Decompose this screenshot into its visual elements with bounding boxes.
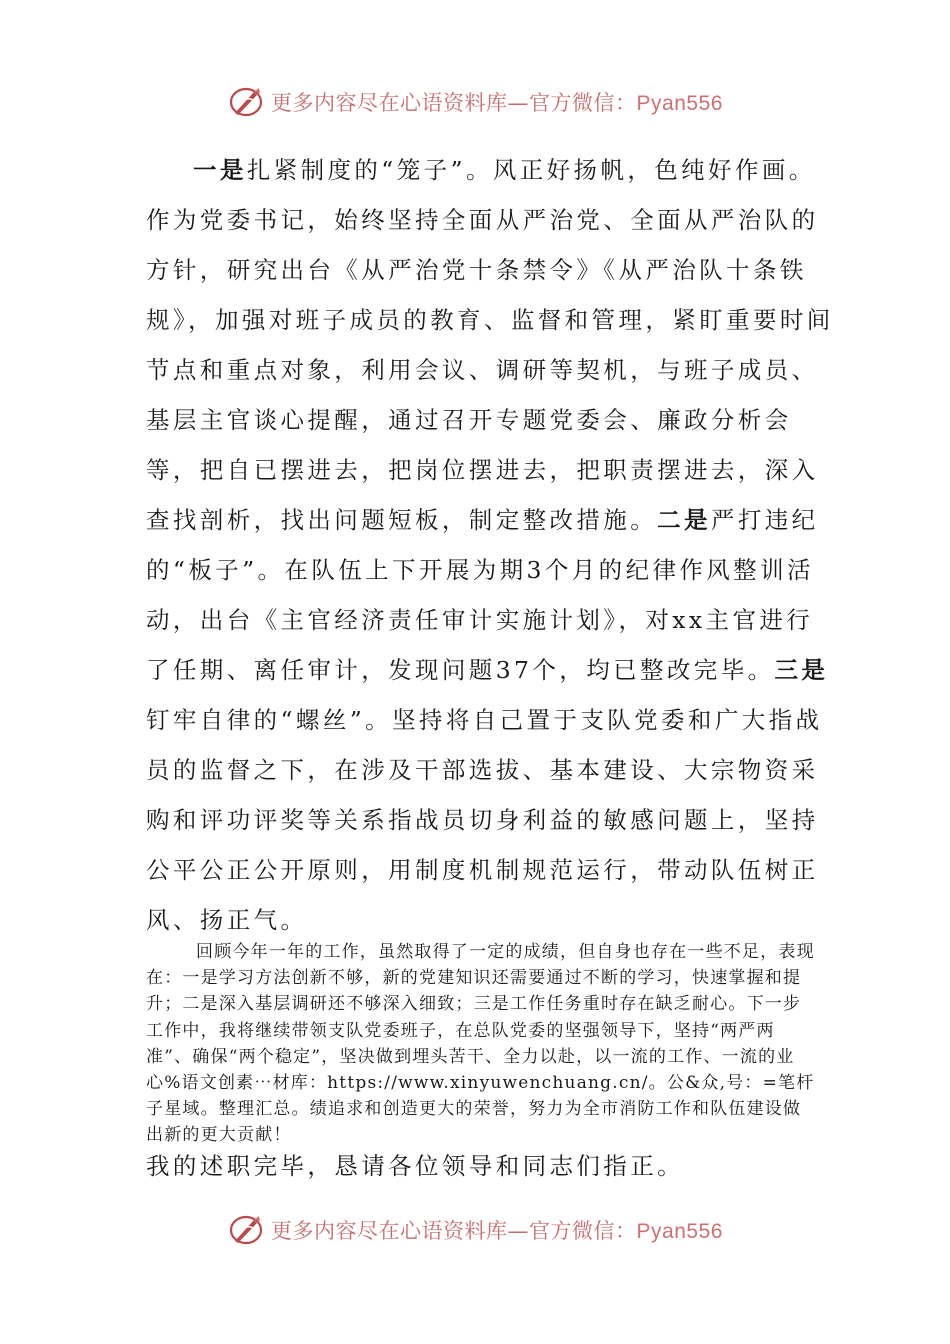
footer-watermark-banner [0,1210,950,1250]
pen-leaf-logo-icon [227,85,265,119]
point-one-label: 一是 [193,156,247,184]
header-watermark-banner [0,82,950,122]
point-two-label: 二是 [657,506,711,534]
review-paragraph: 回顾今年一年的工作，虽然取得了一定的成绩，但自身也存在一些不足，表现在：一是学习方法创新不够，新的党建知识还需要通过不断的学习，快速掌握和提升；二是深入基层调研还不够深入细致；三是工作任务重时存在缺乏耐心。下一步工作中，我将继续带领支队党委班子，在总队党委的坚强领导下，坚持“两严两准”、确保“两个稳定”，坚决做到埋头苦干、全力以赴，以一流的工作、一流的业心%语文创素⋯材库：https://www.xinyuwenchuang.cn/。公&众,号：=笔杆子星域。整理汇总。绩追求和创造更大的荣誉，努力为全市消防工作和队伍建设做出新的更大贡献！ [146,942,815,1146]
watermark-label: 更多内容尽在心语资料库—官方微信： [271,91,637,115]
main-body-text [146,145,836,945]
point-one-text: 扎紧制度的“笼子”。风正好扬帆，色纯好作画。作为党委书记，始终坚持全面从严治党、全面从严治队的方针，研究出台《从严治党十条禁令》《从严治队十条铁规》，加强对班子成员的教育、监督和管理，紧盯重要时间节点和重点对象，利用会议、调研等契机，与班子成员、基层主官谈心提醒，通过召开专题党委会、廉政分析会等，把自已摆进去，把岗位摆进去，把职责摆进去，深入查找剖析，找出问题短板，制定整改措施。 [146,156,834,534]
watermark-text [271,87,723,117]
watermark-account: Pyan556 [636,1220,723,1243]
point-three-label: 三是 [774,656,829,684]
pen-leaf-logo-icon [227,1213,265,1247]
closing-sentence: 我的述职完毕，恳请各位领导和同志们指正。 [146,1152,684,1180]
point-two-text: 严打违纪的“板子”。在队伍上下开展为期3个月的纪律作风整训活动，出台《主官经济责任审计实施计划》，对xx主官进行了任期、离任审计，发现问题37个，均已整改完毕。 [146,506,819,684]
main-paragraph [146,145,836,945]
watermark-text [271,1215,723,1245]
watermark-label: 更多内容尽在心语资料库—官方微信： [271,1219,637,1243]
watermark-account: Pyan556 [636,92,723,115]
point-three-text: 钉牢自律的“螺丝”。坚持将自己置于支队党委和广大指战员的监督之下，在涉及干部选拔、基本建设、大宗物资采购和评功评奖等关系指战员切身利益的敏感问题上，坚持公平公正公开原则，用制度机制规范运行，带动队伍树正风、扬正气。 [146,706,823,934]
